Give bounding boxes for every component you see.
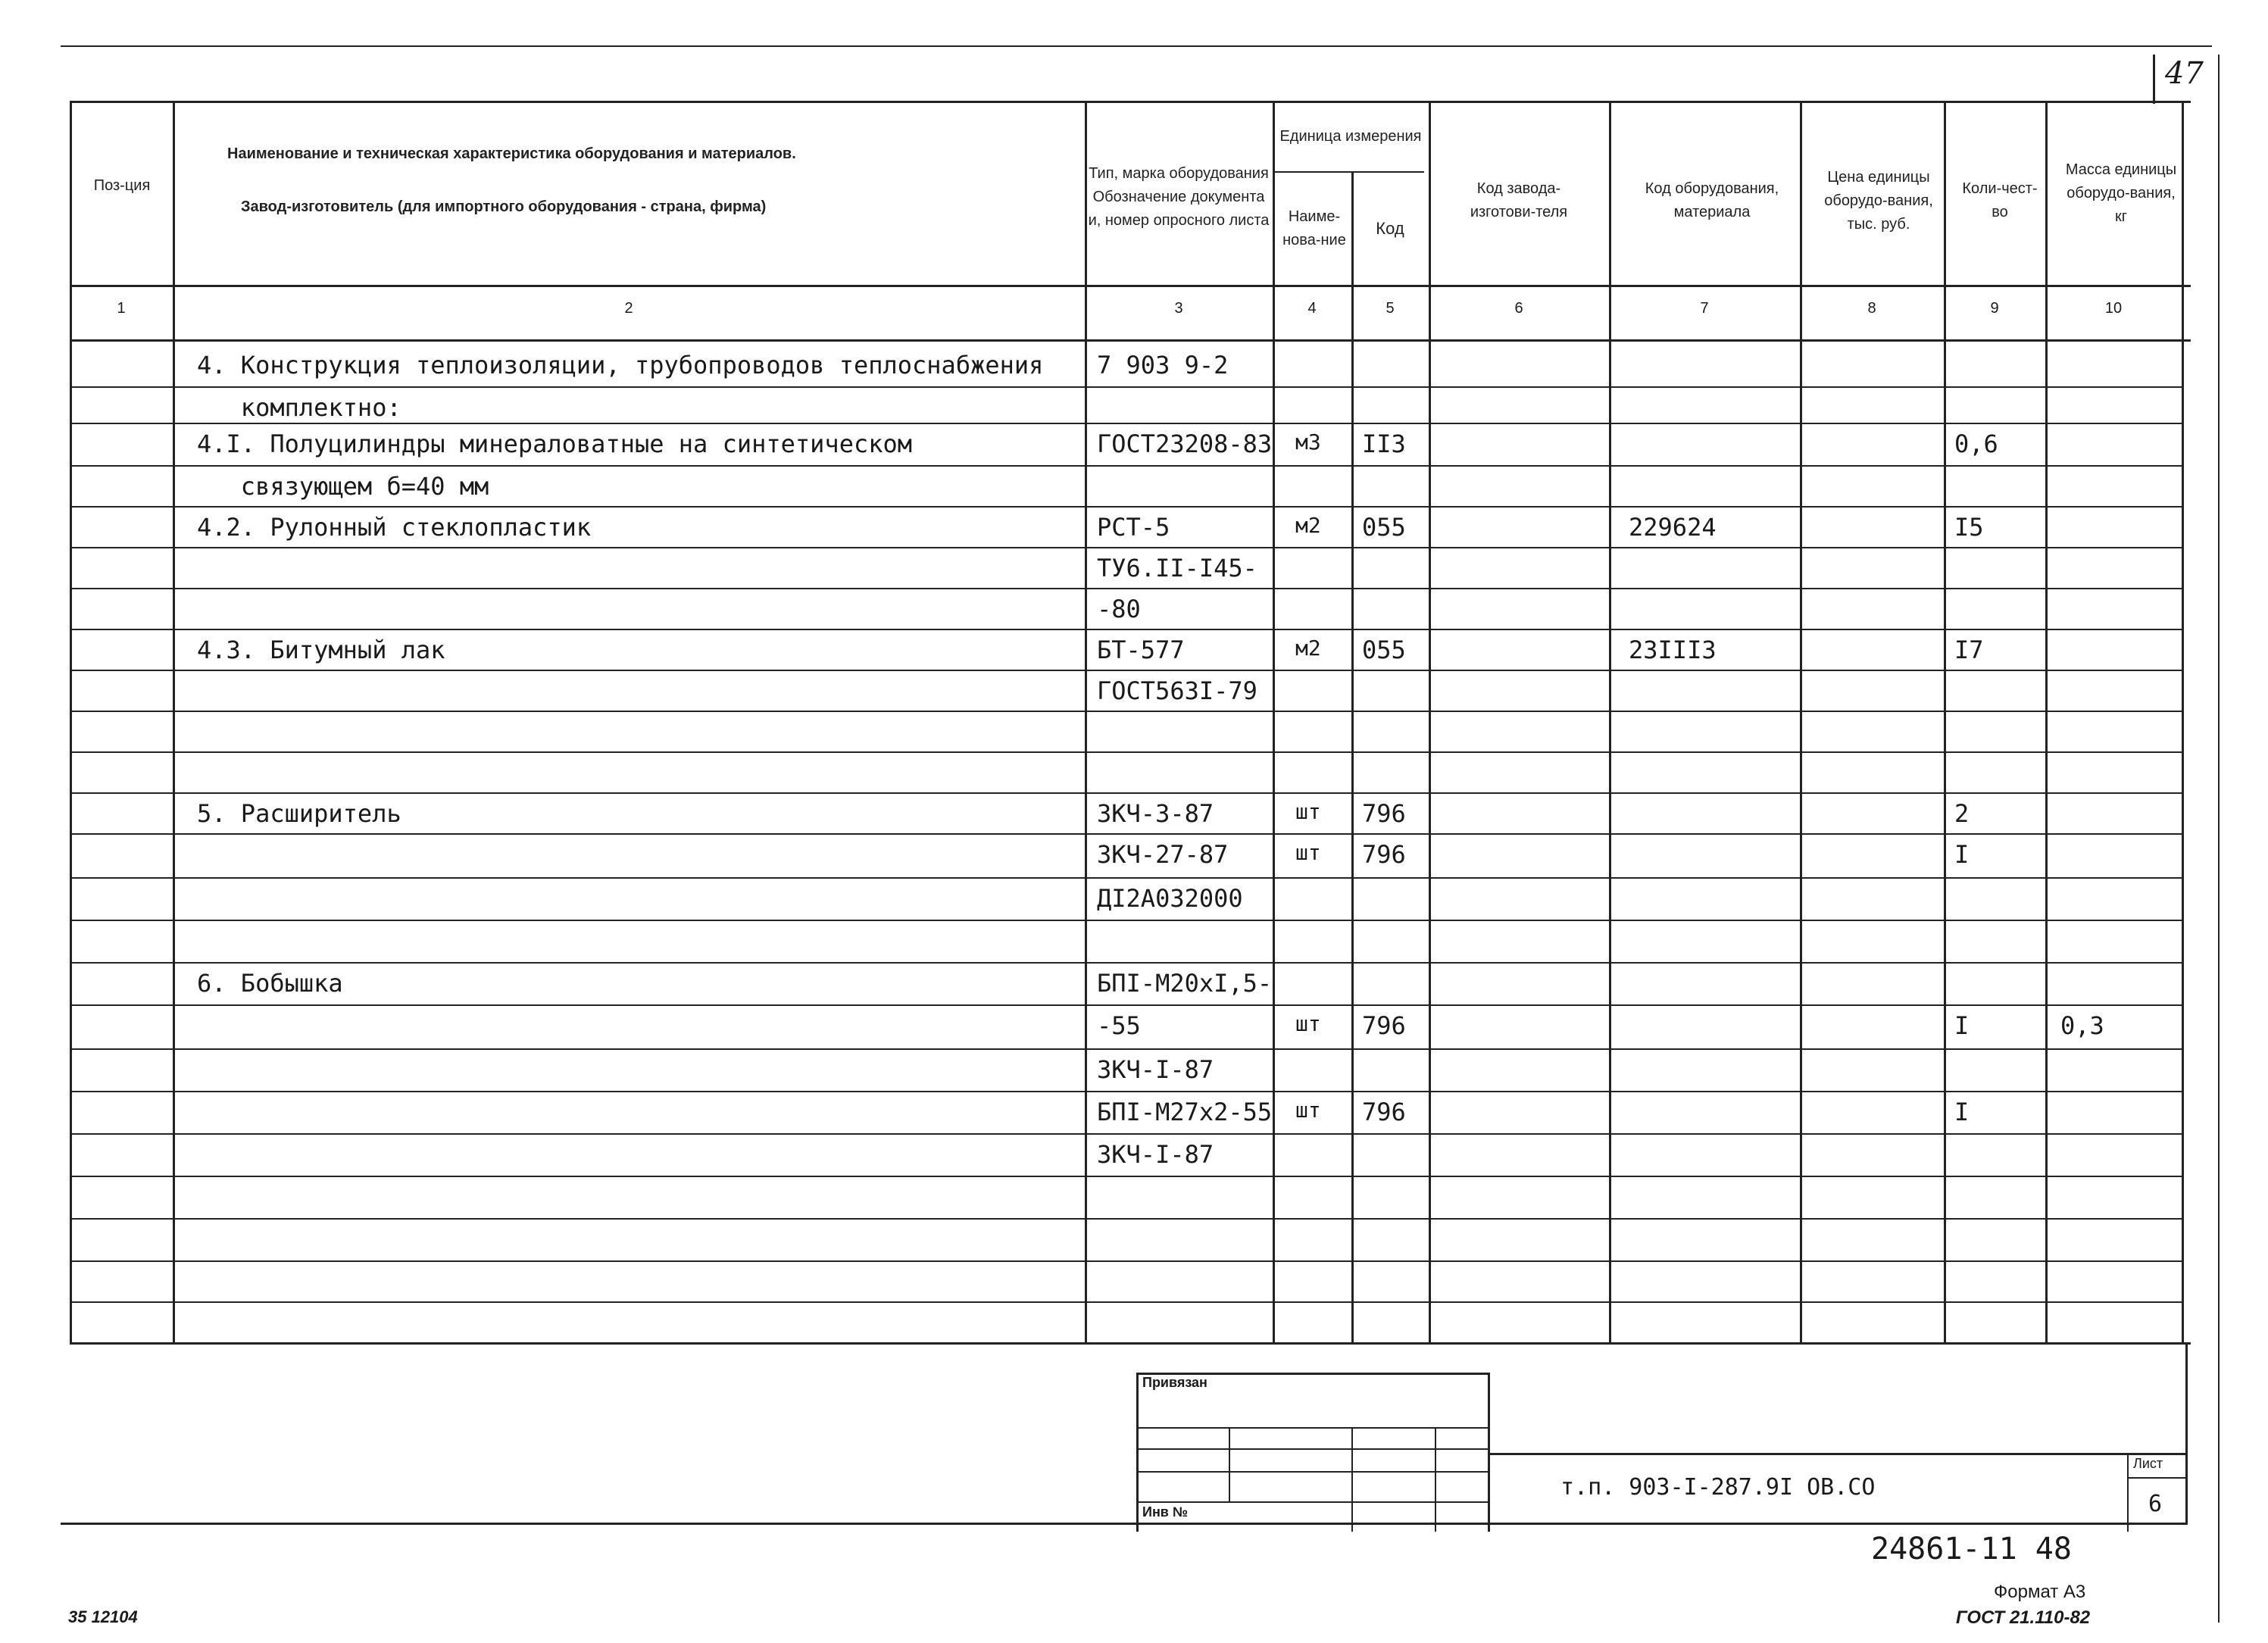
row-divider [70,1133,2183,1135]
row-type: ГОСТ23208-83 [1097,429,1273,458]
column-number-5: 5 [1385,300,1395,317]
header-quantity: Коли-чест-во [1962,180,2038,220]
row-type: ЗКЧ-3-87 [1097,799,1214,828]
row-quantity: I [1954,840,1970,869]
row-divider [70,1048,2183,1050]
row-equipment-code: 23III3 [1629,636,1717,664]
row-name: 4.3. Битумный лак [197,636,445,664]
row-type: ЗКЧ-27-87 [1097,840,1229,869]
column-border-2 [1085,101,1087,1345]
header-equipment-code: Код оборудования, материала [1645,180,1779,220]
unit-subheader-line [1273,171,1424,173]
column-number-7: 7 [1700,300,1709,317]
row-unit: шт [1295,840,1321,865]
row-unit: м2 [1295,513,1321,538]
row-divider [70,547,2183,548]
header-type: Тип, марка оборудования Обозначение документа и, номер опросного листа [1088,164,1270,229]
row-type: -55 [1097,1011,1141,1040]
row-type: ГОСТ563I-79 [1097,676,1257,705]
column-number-9: 9 [1990,300,1999,317]
frame-bottom-rule [61,1523,2188,1525]
column-border-9 [2045,101,2048,1345]
page-number-box-left [2153,55,2155,104]
row-divider [70,792,2183,794]
row-divider [70,711,2183,712]
gost-label: ГОСТ 21.110-82 [1956,1607,2091,1628]
row-divider [70,506,2183,508]
row-quantity: 2 [1954,799,1970,828]
column-border-10 [2182,101,2184,1345]
row-divider [70,1091,2183,1092]
row-unit-code: 796 [1362,1011,1406,1040]
numbers-bottom-border [70,339,2191,342]
column-number-8: 8 [1867,300,1876,317]
row-name: 4.2. Рулонный стеклопластик [197,513,592,542]
column-border-1 [173,101,175,1345]
stamp-designation: т.п. 903-I-287.9I ОВ.СО [1560,1474,1876,1501]
row-divider [70,1218,2183,1220]
column-number-2: 2 [624,300,633,317]
row-quantity: I [1954,1098,1970,1126]
row-name: связующем б=40 мм [197,472,489,501]
header-unit-name: Наиме-нова-ние [1282,208,1346,248]
stamp-sheet-label: Лист [2133,1456,2163,1471]
column-border-3 [1273,101,1275,1345]
row-divider [70,588,2183,589]
row-type: БТ-577 [1097,636,1185,664]
column-number-4: 4 [1307,300,1317,317]
row-unit-code: 055 [1362,513,1406,542]
row-type: 7 903 9-2 [1097,351,1229,380]
outer-right-rule [2218,55,2220,1623]
stamp-sheet-number: 6 [2148,1491,2163,1517]
row-divider [70,1260,2183,1262]
row-divider [70,1004,2183,1006]
row-divider [70,1301,2183,1303]
column-number-10: 10 [2104,300,2123,317]
row-type: ЗКЧ-I-87 [1097,1055,1214,1084]
row-quantity: I [1954,1011,1970,1040]
row-unit: шт [1295,799,1321,824]
row-type: БПI-М27х2-55 [1097,1098,1273,1126]
top-page-number: 47 [2165,56,2204,91]
row-divider [70,962,2183,964]
column-border-5 [1429,101,1431,1345]
row-unit: шт [1295,1098,1321,1123]
row-divider [70,833,2183,835]
row-name: 4. Конструкция теплоизоляции, трубопроводов теплоснабжения [197,351,1044,380]
top-rule [61,45,2212,47]
row-quantity: 0,6 [1954,429,1998,458]
format-label: Формат А3 [1994,1582,2086,1602]
row-divider [70,1176,2183,1177]
column-number-6: 6 [1514,300,1523,317]
row-divider [70,670,2183,671]
column-border-4 [1351,171,1354,1345]
row-unit-code: II3 [1362,429,1406,458]
column-border-0 [70,101,72,1345]
table-top-border [70,101,2191,103]
row-divider [70,877,2183,879]
header-name-line1: Наименование и техническая характеристика оборудования и материалов. [227,145,796,162]
row-name: комплектно: [197,393,401,422]
row-name: 5. Расширитель [197,799,401,828]
row-quantity: I5 [1954,513,1984,542]
row-unit-code: 796 [1362,840,1406,869]
stamp-privyazan: Привязан [1142,1375,1207,1390]
row-mass: 0,3 [2060,1011,2104,1040]
row-type: ДI2А032000 [1097,884,1243,913]
row-divider [70,386,2183,388]
row-divider [70,629,2183,630]
column-border-6 [1609,101,1611,1345]
row-divider [70,423,2183,424]
row-quantity: I7 [1954,636,1984,664]
row-type: БПI-М20хI,5- [1097,969,1273,998]
row-equipment-code: 229624 [1629,513,1717,542]
row-unit: м3 [1295,429,1321,454]
row-unit-code: 055 [1362,636,1406,664]
row-divider [70,751,2183,753]
header-unit-price: Цена единицы оборудо-вания, тыс. руб. [1824,168,1933,233]
header-unit-group: Единица измерения [1279,127,1422,145]
column-number-3: 3 [1174,300,1183,317]
row-name: 4.I. Полуцилиндры минераловатные на синтетическом [197,429,913,458]
archive-number: 24861-11 48 [1871,1532,2072,1566]
row-type: -80 [1097,595,1141,623]
row-unit: м2 [1295,636,1321,661]
header-position: Поз-ция [93,176,151,194]
column-number-1: 1 [117,300,126,317]
header-manufacturer-code: Код завода-изготови-теля [1470,180,1568,220]
bottom-left-code: 35 12104 [68,1607,138,1626]
header-mass: Масса единицы оборудо-вания, кг [2065,161,2177,225]
header-bottom-border [70,285,2191,287]
row-type: ЗКЧ-I-87 [1097,1140,1214,1169]
row-divider [70,465,2183,467]
row-type: ТУ6.II-I45- [1097,554,1257,583]
row-unit-code: 796 [1362,1098,1406,1126]
table-bottom-border [70,1342,2191,1345]
column-border-8 [1944,101,1946,1345]
stamp-inv-no: Инв № [1142,1504,1188,1520]
header-name-line2: Завод-изготовитель (для импортного оборудования - страна, фирма) [241,198,767,215]
column-border-7 [1800,101,1802,1345]
row-name: 6. Бобышка [197,969,343,998]
row-type: РСТ-5 [1097,513,1170,542]
row-unit: шт [1295,1011,1321,1036]
row-divider [70,920,2183,921]
header-unit-code: Код [1376,218,1404,238]
row-unit-code: 796 [1362,799,1406,828]
frame-right-lower [2185,1342,2188,1524]
